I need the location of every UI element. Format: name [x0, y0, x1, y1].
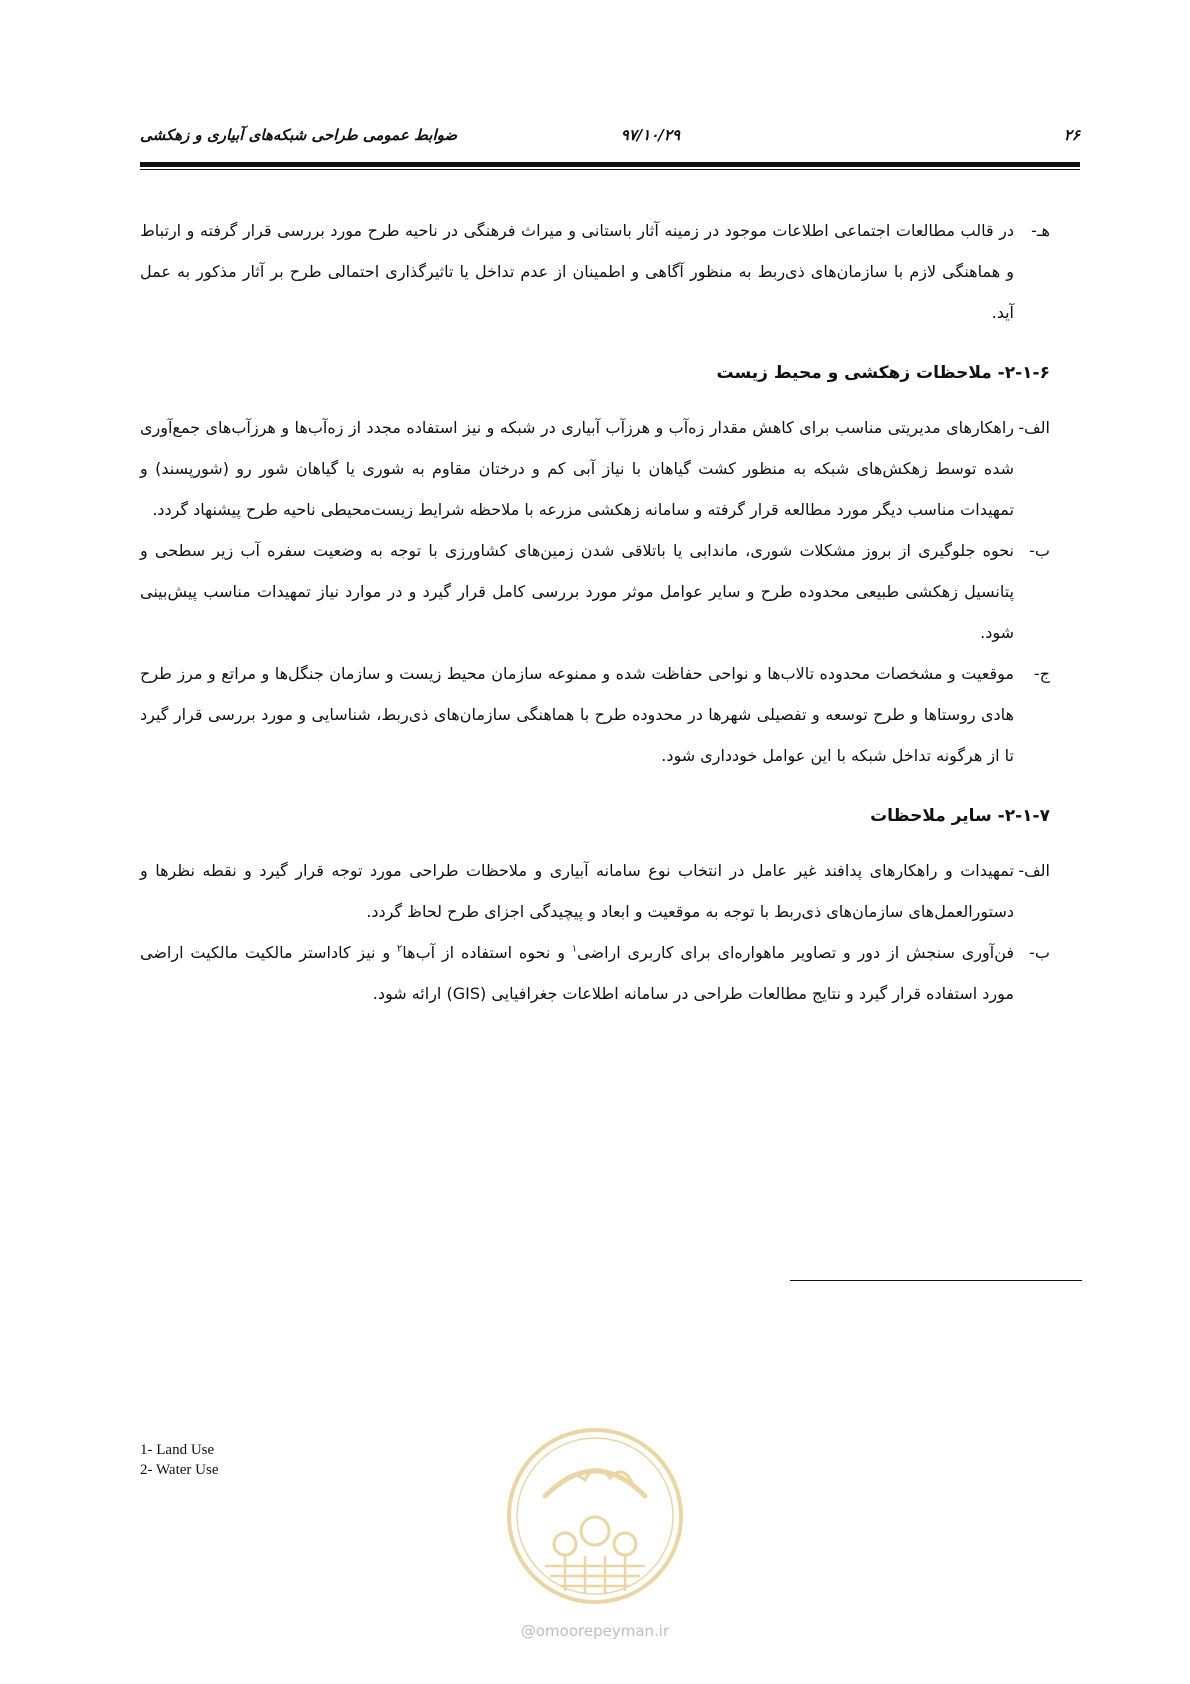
item-text: موقعیت و مشخصات محدوده تالاب‌ها و نواحی حفاظت شده و ممنوعه سازمان محیط زیست و سازمان جنگل‌ها و مراتع و مرز طرح هادی روستاها و طرح توسعه و تفصیلی شهرها در محدوده طرح با هماهنگی سازمان‌های ذی‌ربط، شناسایی و مورد بررسی قرار گیرد تا از هرگونه تداخل شبکه با این عوامل خودداری شود.	[140, 664, 1014, 765]
section-7-item-b	[140, 932, 1050, 1014]
item-text-part3: و نیز کاداستر مالکیت مالکیت اراضی مورد استفاده قرار گیرد و نتایج مطالعات طراحی در سامانه اطلاعات جغرافیایی (GIS) ارائه شود.	[140, 943, 1014, 1003]
item-marker: الف-	[1018, 418, 1050, 437]
main-content	[140, 210, 1050, 1014]
header-date: ۹۷/۱۰/۲۹	[620, 126, 680, 144]
item-marker: ب-	[1029, 943, 1050, 962]
footnote-ref-1[interactable]: ۱	[571, 943, 578, 955]
footnote-ref-2[interactable]: ۲	[396, 943, 403, 955]
section-6-item-c	[140, 653, 1050, 776]
footnotes	[140, 1440, 219, 1480]
item-marker: ج-	[1033, 664, 1050, 683]
footnote-separator	[790, 1280, 1082, 1281]
watermark-seal-icon	[505, 1426, 685, 1606]
section-7-item-a	[140, 850, 1050, 932]
item-marker: الف-	[1018, 861, 1050, 880]
item-text-part2: و نحوه استفاده از آب‌ها	[402, 943, 572, 962]
page-number: ۲۶	[1063, 126, 1080, 144]
intro-item	[140, 210, 1050, 333]
footnote-2: 2- Water Use	[140, 1462, 219, 1478]
section-6-heading: ۲-۱-۶- ملاحظات زهکشی و محیط زیست	[716, 363, 1050, 383]
item-text: نحوه جلوگیری از بروز مشکلات شوری، ماندابی یا باتلاقی شدن زمین‌های کشاورزی با توجه به وضعیت سفره آب زیر سطحی و پتانسیل زهکشی طبیعی محدوده طرح و سایر عوامل موثر مورد بررسی کامل قرار گیرد و در موارد نیاز تمهیدات مناسب پیش‌بینی شود.	[140, 541, 1014, 642]
footnote-1: 1- Land Use	[140, 1442, 215, 1458]
item-marker: هـ-	[1031, 221, 1050, 240]
page-header	[140, 126, 1080, 154]
header-rule-thin	[140, 169, 1080, 170]
item-text: راهکارهای مدیریتی مناسب برای کاهش مقدار زه‌آب و هرزآب آبیاری در شبکه و نیز استفاده مجدد از زه‌آب‌ها و هرزآب‌های جمع‌آوری شده توسط زهکش‌های شبکه به منظور کشت گیاهان با نیاز آبی کم و درختان مقاوم به شوری یا گیاهان شور رو (شورپسند) و تمهیدات مناسب دیگر مورد مطالعه قرار گرفته و سامانه زهکشی مزرعه با ملاحظه شرایط زیست‌محیطی ناحیه طرح پیشنهاد گردد.	[140, 418, 1014, 519]
item-text: تمهیدات و راهکارهای پدافند غیر عامل در انتخاب نوع سامانه آبیاری و ملاحظات طراحی مورد توجه قرار گیرد و نقطه نظرها و دستورالعمل‌های سازمان‌های ذی‌ربط با توجه به موقعیت و ابعاد و پیچیدگی اجزای طرح لحاظ گردد.	[140, 861, 1014, 921]
item-text-part1: فن‌آوری سنجش از دور و تصاویر ماهواره‌ای برای کاربری اراضی	[577, 943, 1015, 962]
item-marker: ب-	[1029, 541, 1050, 560]
header-title: ضوابط عمومی طراحی شبکه‌های آبیاری و زهکشی	[140, 126, 458, 144]
watermark-url: @omoorepeyman.ir	[520, 1622, 670, 1640]
section-7-heading: ۲-۱-۷- سایر ملاحظات	[870, 806, 1050, 826]
item-text: در قالب مطالعات اجتماعی اطلاعات موجود در زمینه آثار باستانی و میراث فرهنگی در ناحیه طرح مورد بررسی قرار گرفته و ارتباط و هماهنگی لازم با سازمان‌های ذی‌ربط به منظور آگاهی و اطمینان از عدم تداخل یا تاثیرگذاری احتمالی طرح بر آثار مذکور به عمل آید.	[140, 221, 1014, 322]
section-6-item-a	[140, 407, 1050, 530]
header-rule-thick	[140, 162, 1080, 167]
section-6-item-b	[140, 530, 1050, 653]
